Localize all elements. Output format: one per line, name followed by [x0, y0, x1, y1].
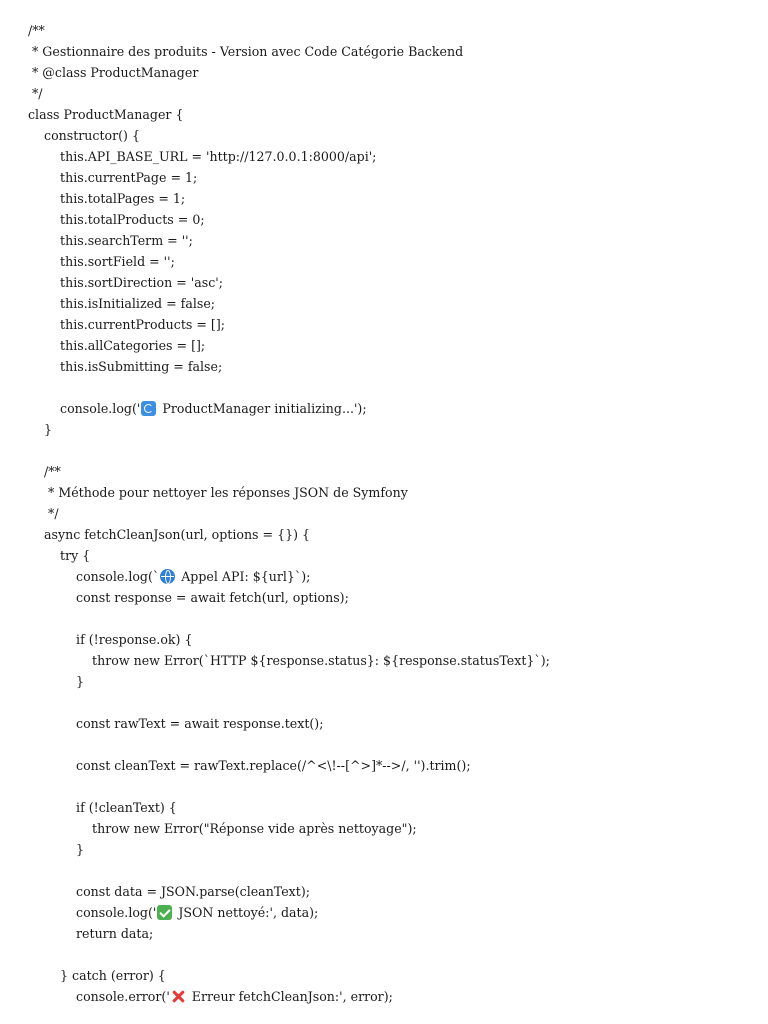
code-line-text: }: [28, 422, 53, 437]
code-line: [28, 419, 748, 440]
code-line: [28, 692, 748, 713]
code-line: [28, 629, 748, 650]
code-line: [28, 272, 748, 293]
code-line: [28, 881, 748, 902]
code-line-text: throw new Error(`HTTP ${response.status}: ${response.statusText}`);: [28, 653, 550, 668]
code-line-text: async fetchCleanJson(url, options = {}) {: [28, 527, 311, 542]
code-line: [28, 608, 748, 629]
code-line-prefix: console.log(': [28, 905, 157, 920]
code-line: [28, 776, 748, 797]
code-line: [28, 251, 748, 272]
code-line-text: return data;: [28, 926, 154, 941]
code-line-prefix: console.log(': [28, 401, 141, 416]
code-line-text: const data = JSON.parse(cleanText);: [28, 884, 310, 899]
code-line-text: Erreur fetchCleanJson:', error);: [187, 989, 393, 1004]
code-line-text: */: [28, 506, 59, 521]
code-line-text: if (!response.ok) {: [28, 632, 193, 647]
code-line: [28, 986, 748, 1007]
code-line: [28, 209, 748, 230]
code-line-text: try {: [28, 548, 91, 563]
code-line: [28, 671, 748, 692]
code-line: [28, 83, 748, 104]
code-line: [28, 839, 748, 860]
code-line: [28, 587, 748, 608]
code-line-text: class ProductManager {: [28, 107, 184, 122]
code-line: [28, 62, 748, 83]
refresh-icon: [141, 401, 156, 416]
code-line-text: */: [28, 86, 43, 101]
check-icon: [157, 905, 172, 920]
code-line-text: const cleanText = rawText.replace(/^<\!--[^>]*-->/, '').trim();: [28, 758, 471, 773]
code-line: [28, 734, 748, 755]
code-line: [28, 524, 748, 545]
code-line: [28, 104, 748, 125]
code-line-text: constructor() {: [28, 128, 140, 143]
code-line-text: } catch (error) {: [28, 968, 166, 983]
code-line-text: }: [28, 674, 85, 689]
code-line: [28, 146, 748, 167]
code-line: [28, 965, 748, 986]
code-line: [28, 650, 748, 671]
code-line-text: /**: [28, 464, 61, 479]
code-line: [28, 923, 748, 944]
code-line: [28, 797, 748, 818]
code-line-text: this.searchTerm = '';: [28, 233, 193, 248]
code-line-text: Appel API: ${url}`);: [177, 569, 311, 584]
code-line-text: const response = await fetch(url, options);: [28, 590, 349, 605]
code-line: [28, 713, 748, 734]
code-line: [28, 398, 748, 419]
code-line-text: this.isSubmitting = false;: [28, 359, 223, 374]
code-line: [28, 293, 748, 314]
code-line: [28, 167, 748, 188]
code-line-text: }: [28, 842, 85, 857]
code-line: [28, 440, 748, 461]
code-line-text: this.currentPage = 1;: [28, 170, 198, 185]
code-line: [28, 566, 748, 587]
code-line: [28, 482, 748, 503]
code-line: [28, 41, 748, 62]
code-line: [28, 314, 748, 335]
code-line-text: /**: [28, 23, 45, 38]
code-line-text: * @class ProductManager: [28, 65, 199, 80]
code-line: [28, 545, 748, 566]
code-line: [28, 20, 748, 41]
code-line-text: this.isInitialized = false;: [28, 296, 216, 311]
code-line: [28, 125, 748, 146]
code-line: [28, 188, 748, 209]
code-line: [28, 902, 748, 923]
code-line-prefix: console.log(`: [28, 569, 160, 584]
code-line-text: * Gestionnaire des produits - Version avec Code Catégorie Backend: [28, 44, 464, 59]
code-line-prefix: console.error(': [28, 989, 170, 1004]
code-line-text: this.sortDirection = 'asc';: [28, 275, 224, 290]
code-line: [28, 356, 748, 377]
code-line-text: this.currentProducts = [];: [28, 317, 225, 332]
code-line-text: * Méthode pour nettoyer les réponses JSON de Symfony: [28, 485, 408, 500]
cross-icon: [171, 989, 186, 1004]
code-line: [28, 230, 748, 251]
code-line-text: this.API_BASE_URL = 'http://127.0.0.1:8000/api';: [28, 149, 377, 164]
code-line-text: this.totalProducts = 0;: [28, 212, 205, 227]
code-line: [28, 860, 748, 881]
code-line-text: if (!cleanText) {: [28, 800, 177, 815]
code-block: [28, 20, 748, 1007]
globe-icon: [160, 569, 175, 584]
code-line-text: const rawText = await response.text();: [28, 716, 324, 731]
code-line: [28, 335, 748, 356]
code-line-text: throw new Error("Réponse vide après nettoyage");: [28, 821, 417, 836]
code-line-text: this.totalPages = 1;: [28, 191, 186, 206]
code-line-text: this.allCategories = [];: [28, 338, 206, 353]
code-line: [28, 377, 748, 398]
code-line-text: this.sortField = '';: [28, 254, 175, 269]
code-line: [28, 944, 748, 965]
code-line: [28, 818, 748, 839]
code-line-text: ProductManager initializing...');: [158, 401, 367, 416]
code-line: [28, 755, 748, 776]
code-line: [28, 461, 748, 482]
code-line: [28, 503, 748, 524]
code-line-text: JSON nettoyé:', data);: [174, 905, 319, 920]
